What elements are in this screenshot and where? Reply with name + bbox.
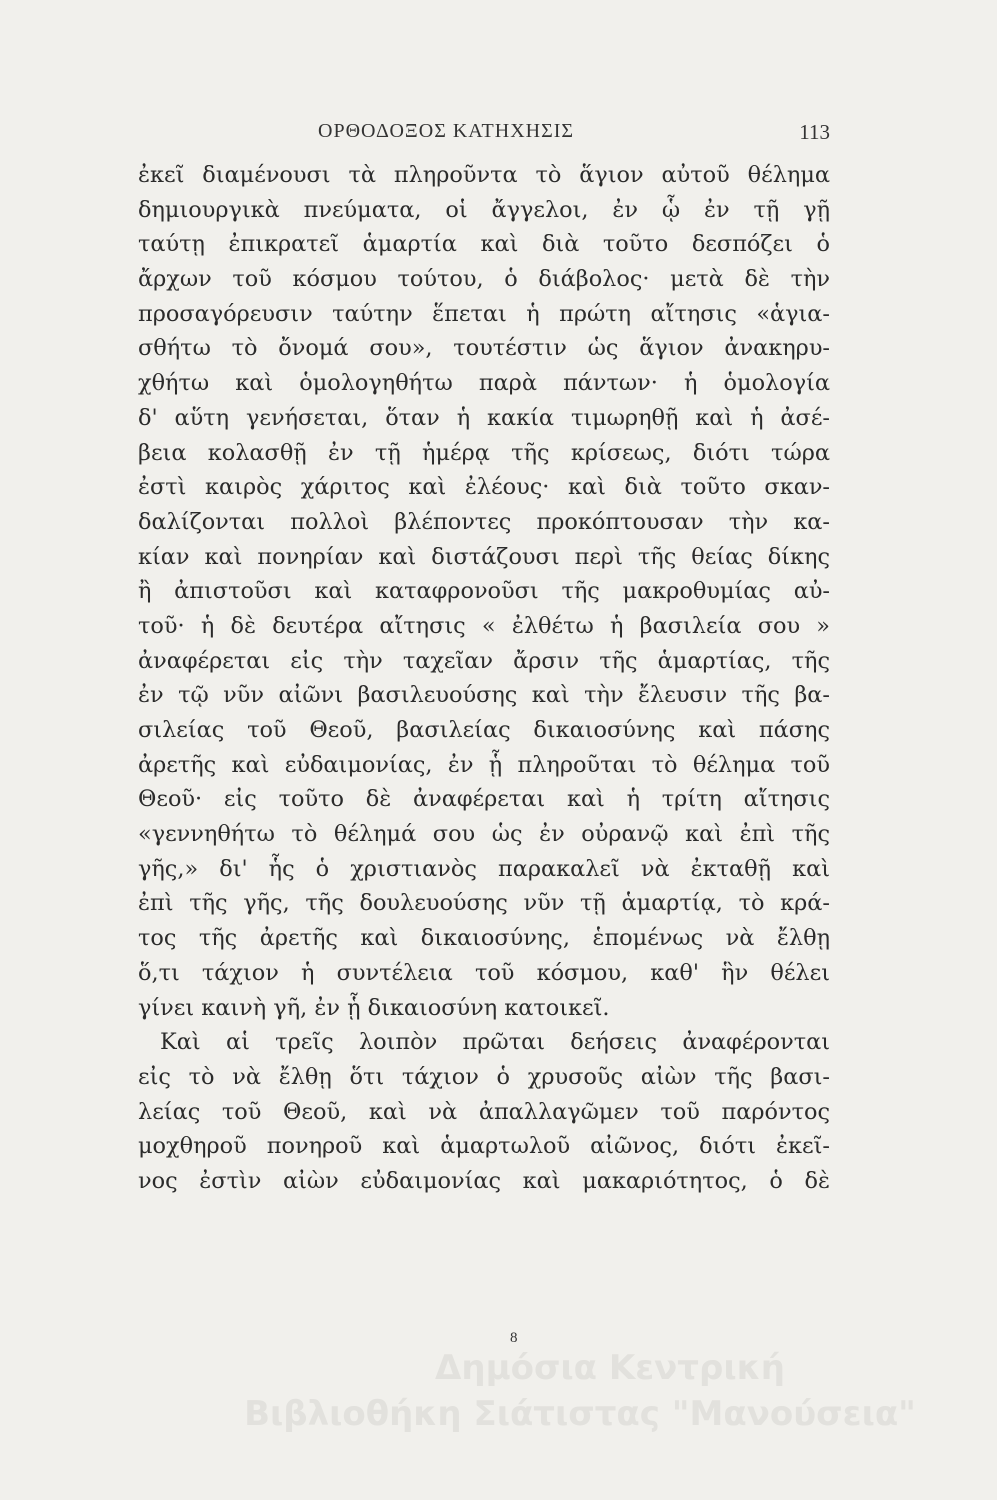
text-line: εἰς τὸ νὰ ἔλθῃ ὅτι τάχιον ὁ χρυσοῦς αἰὼν τῆς βασι- <box>138 1063 830 1090</box>
text-line: ἀρετῆς καὶ εὐδαιμονίας, ἐν ᾗ πληροῦται τὸ θέλημα τοῦ <box>138 751 830 778</box>
library-watermark <box>180 1345 980 1437</box>
text-line: δ' αὕτη γενήσεται, ὅταν ἡ κακία τιμωρηθῇ καὶ ἡ ἀσέ- <box>138 404 830 431</box>
text-line: τος τῆς ἀρετῆς καὶ δικαιοσύνης, ἑπομένως νὰ ἔλθῃ <box>138 925 830 952</box>
text-line: προσαγόρευσιν ταύτην ἕπεται ἡ πρώτη αἴτησις «ἁγια- <box>138 300 830 327</box>
body-text <box>138 158 830 1199</box>
text-line: λείας τοῦ Θεοῦ, καὶ νὰ ἀπαλλαγῶμεν τοῦ παρόντος <box>138 1098 830 1125</box>
text-line: τοῦ· ἡ δὲ δευτέρα αἴτησις « ἐλθέτω ἡ βασιλεία σου » <box>138 612 830 639</box>
text-line: δημιουργικὰ πνεύματα, οἱ ἄγγελοι, ἐν ᾧ ἐν τῇ γῇ <box>138 196 830 223</box>
text-line: ἐστὶ καιρὸς χάριτος καὶ ἐλέους· καὶ διὰ τοῦτο σκαν- <box>138 474 830 501</box>
text-line: «γεννηθήτω τὸ θέλημά σου ὡς ἐν οὐρανῷ καὶ ἐπὶ τῆς <box>138 821 830 848</box>
text-line: χθήτω καὶ ὁμολογηθήτω παρὰ πάντων· ἡ ὁμολογία <box>138 370 830 397</box>
text-line: σιλείας τοῦ Θεοῦ, βασιλείας δικαιοσύνης καὶ πάσης <box>138 717 830 743</box>
text-line: ἢ ἀπιστοῦσι καὶ καταφρονοῦσι τῆς μακροθυμίας αὐ- <box>138 578 830 605</box>
text-line: ἐκεῖ διαμένουσι τὰ πληροῦντα τὸ ἅγιον αὐτοῦ θέλημα <box>138 162 830 188</box>
text-line: ἐν τῷ νῦν αἰῶνι βασιλευούσης καὶ τὴν ἔλευσιν τῆς βα- <box>138 682 830 709</box>
signature-mark: 8 <box>510 1330 518 1346</box>
text-line: κίαν καὶ πονηρίαν καὶ διστάζουσι περὶ τῆς θείας δίκης <box>138 543 830 570</box>
text-line: ὅ,τι τάχιον ἡ συντέλεια τοῦ κόσμου, καθ' ἣν θέλει <box>138 959 830 986</box>
page-number: 113 <box>799 120 830 144</box>
text-line: Θεοῦ· εἰς τοῦτο δὲ ἀναφέρεται καὶ ἡ τρίτη αἴτησις <box>138 786 830 813</box>
text-line: μοχθηροῦ πονηροῦ καὶ ἁμαρτωλοῦ αἰῶνος, διότι ἐκεῖ- <box>138 1133 830 1160</box>
text-line: γῆς,» δι' ἧς ὁ χριστιανὸς παρακαλεῖ νὰ ἐκταθῇ καὶ <box>138 855 830 882</box>
text-line: γίνει καινὴ γῆ, ἐν ᾗ δικαιοσύνη κατοικεῖ. <box>138 994 610 1021</box>
text-line: νος ἐστὶν αἰὼν εὐδαιμονίας καὶ μακαριότητος, ὁ δὲ <box>138 1167 830 1194</box>
text-line: ἀναφέρεται εἰς τὴν ταχεῖαν ἄρσιν τῆς ἁμαρτίας, τῆς <box>138 647 830 674</box>
text-line: ταύτῃ ἐπικρατεῖ ἁμαρτία καὶ διὰ τοῦτο δεσπόζει ὁ <box>138 231 830 258</box>
text-line: δαλίζονται πολλοὶ βλέποντες προκόπτουσαν τὴν κα- <box>138 508 830 535</box>
running-title: ΟΡΘΟΔΟΞΟΣ ΚΑΤΗΧΗΣΙΣ <box>318 120 575 142</box>
watermark-line: Δημόσια Κεντρική <box>435 1348 785 1388</box>
page-header <box>138 120 830 150</box>
text-line: σθήτω τὸ ὄνομά σου», τουτέστιν ὡς ἅγιον ἀνακηρυ- <box>138 335 830 362</box>
text-line: Καὶ αἱ τρεῖς λοιπὸν πρῶται δεήσεις ἀναφέρονται <box>160 1029 830 1056</box>
watermark-line: Βιβλιοθήκη Σιάτιστας "Μανούσεια" <box>244 1394 916 1434</box>
text-line: ἄρχων τοῦ κόσμου τούτου, ὁ διάβολος· μετὰ δὲ τὴν <box>138 266 830 293</box>
text-line: ἐπὶ τῆς γῆς, τῆς δουλευούσης νῦν τῇ ἁμαρτίᾳ, τὸ κρά- <box>138 890 830 917</box>
text-line: βεια κολασθῇ ἐν τῇ ἡμέρᾳ τῆς κρίσεως, διότι τώρα <box>138 439 830 466</box>
